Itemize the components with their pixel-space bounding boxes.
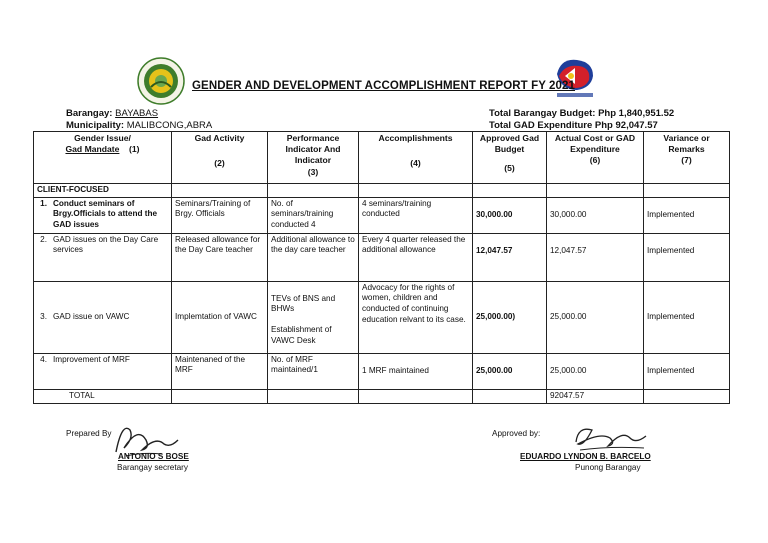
barangay-label: Barangay:: [66, 108, 113, 119]
row-activity: Seminars/Training of Brgy. Officials: [172, 197, 268, 233]
row-issue: GAD issues on the Day Care services: [53, 234, 159, 255]
category-label: CLIENT-FOCUSED: [34, 184, 172, 198]
row-indicator: No. of seminars/training conducted 4: [268, 197, 359, 233]
row-remarks: Implemented: [644, 281, 730, 353]
total-budget-text: Total Barangay Budget: Php 1,840,951.52: [489, 108, 675, 119]
total-expenditure-line: [489, 120, 658, 131]
municipality-label: Municipality:: [66, 120, 125, 131]
row-actual-cost: 25,000.00: [547, 353, 644, 389]
municipality-value: MALIBCONG,ABRA: [126, 120, 213, 131]
table-header-row: [34, 132, 730, 184]
row-issue: Conduct seminars of Brgy.Officials to attend the GAD issues: [53, 198, 158, 229]
barangay-value: BAYABAS: [115, 108, 159, 119]
row-accomplishment: Advocacy for the rights of women, children and conducted of continuing education relvant to its case.: [359, 281, 473, 353]
row-activity: Released allowance for the Day Care teacher: [172, 233, 268, 281]
bagong-pilipinas-logo: [551, 54, 599, 100]
municipality-line: [66, 120, 212, 131]
row-remarks: Implemented: [644, 197, 730, 233]
col-header-gender-issue: Gender Issue/ Gad Mandate (1): [34, 132, 172, 184]
table-row: 2. GAD issues on the Day Care services Released allowance for the Day Care teacher Additional allowance to the day care teacher Every 4 quarter released the additional allowance 12,047.57 12,047.57 Implemented: [34, 233, 730, 281]
approved-by-label: Approved by:: [492, 429, 541, 438]
gad-report-table: [33, 131, 730, 404]
row-indicator-secondary: Establishment of VAWC Desk: [271, 324, 332, 345]
row-approved-budget: 30,000.00: [473, 197, 547, 233]
approved-title: Punong Barangay: [575, 463, 641, 472]
row-indicator: No. of MRF maintained/1: [268, 353, 359, 389]
table-row: 4. Improvement of MRF Maintenaned of the MRF No. of MRF maintained/1 1 MRF maintained 25,000.00 25,000.00 Implemented: [34, 353, 730, 389]
row-issue: GAD issue on VAWC: [53, 311, 130, 321]
col-header-accomplishments: Accomplishments (4): [359, 132, 473, 184]
row-accomplishment: 4 seminars/training conducted: [359, 197, 473, 233]
row-accomplishment: 1 MRF maintained: [359, 353, 473, 389]
table-row: 1. Conduct seminars of Brgy.Officials to attend the GAD issues Seminars/Training of Brgy. Officials No. of seminars/training conducted 4 4 seminars/training conducted 30,000.00 30,000.00 Implemented: [34, 197, 730, 233]
col-header-actual-cost: Actual Cost or GAD Expenditure (6): [547, 132, 644, 184]
row-indicator: Additional allowance to the day care teacher: [268, 233, 359, 281]
row-remarks: Implemented: [644, 233, 730, 281]
approved-signature: [570, 420, 652, 456]
total-expenditure-text: Total GAD Expenditure Php 92,047.57: [489, 120, 658, 131]
barangay-line: [66, 108, 158, 119]
row-actual-cost: 12,047.57: [547, 233, 644, 281]
prepared-title: Barangay secretary: [117, 463, 188, 472]
row-issue: Improvement of MRF: [53, 354, 130, 364]
row-actual-cost: 25,000.00: [547, 281, 644, 353]
total-budget-line: [489, 108, 674, 119]
row-approved-budget: 12,047.57: [473, 233, 547, 281]
row-remarks: Implemented: [644, 353, 730, 389]
prepared-by-label: Prepared By: [66, 429, 112, 438]
category-row: [34, 184, 730, 198]
prepared-name: ANTONIO S BOSE: [118, 452, 189, 461]
approved-name: EDUARDO LYNDON B. BARCELO: [520, 452, 651, 461]
total-value: 92047.57: [547, 389, 644, 403]
table-row: 3. GAD issue on VAWC Implemtation of VAWC TEVs of BNS and BHWs Establishment of VAWC Desk Advocacy for the rights of women, children and conducted of continuing education relvant to its case. 25,000.00) 25,000.00 Implemented: [34, 281, 730, 353]
col-header-performance-indicator: Performance Indicator And Indicator (3): [268, 132, 359, 184]
report-title: GENDER AND DEVELOPMENT ACCOMPLISHMENT REPORT FY 2021: [192, 80, 576, 92]
row-approved-budget: 25,000.00: [473, 353, 547, 389]
total-label: TOTAL: [34, 389, 172, 403]
row-approved-budget: 25,000.00): [473, 281, 547, 353]
col-header-approved-budget: Approved Gad Budget (5): [473, 132, 547, 184]
row-activity: Maintenaned of the MRF: [172, 353, 268, 389]
row-accomplishment: Every 4 quarter released the additional allowance: [359, 233, 473, 281]
total-row: [34, 389, 730, 403]
row-activity: Implemtation of VAWC: [172, 281, 268, 353]
col-header-gad-activity: Gad Activity (2): [172, 132, 268, 184]
row-indicator: TEVs of BNS and BHWs: [271, 293, 336, 314]
barangay-seal-logo: [137, 57, 185, 105]
col-header-variance: Variance or Remarks (7): [644, 132, 730, 184]
row-actual-cost: 30,000.00: [547, 197, 644, 233]
